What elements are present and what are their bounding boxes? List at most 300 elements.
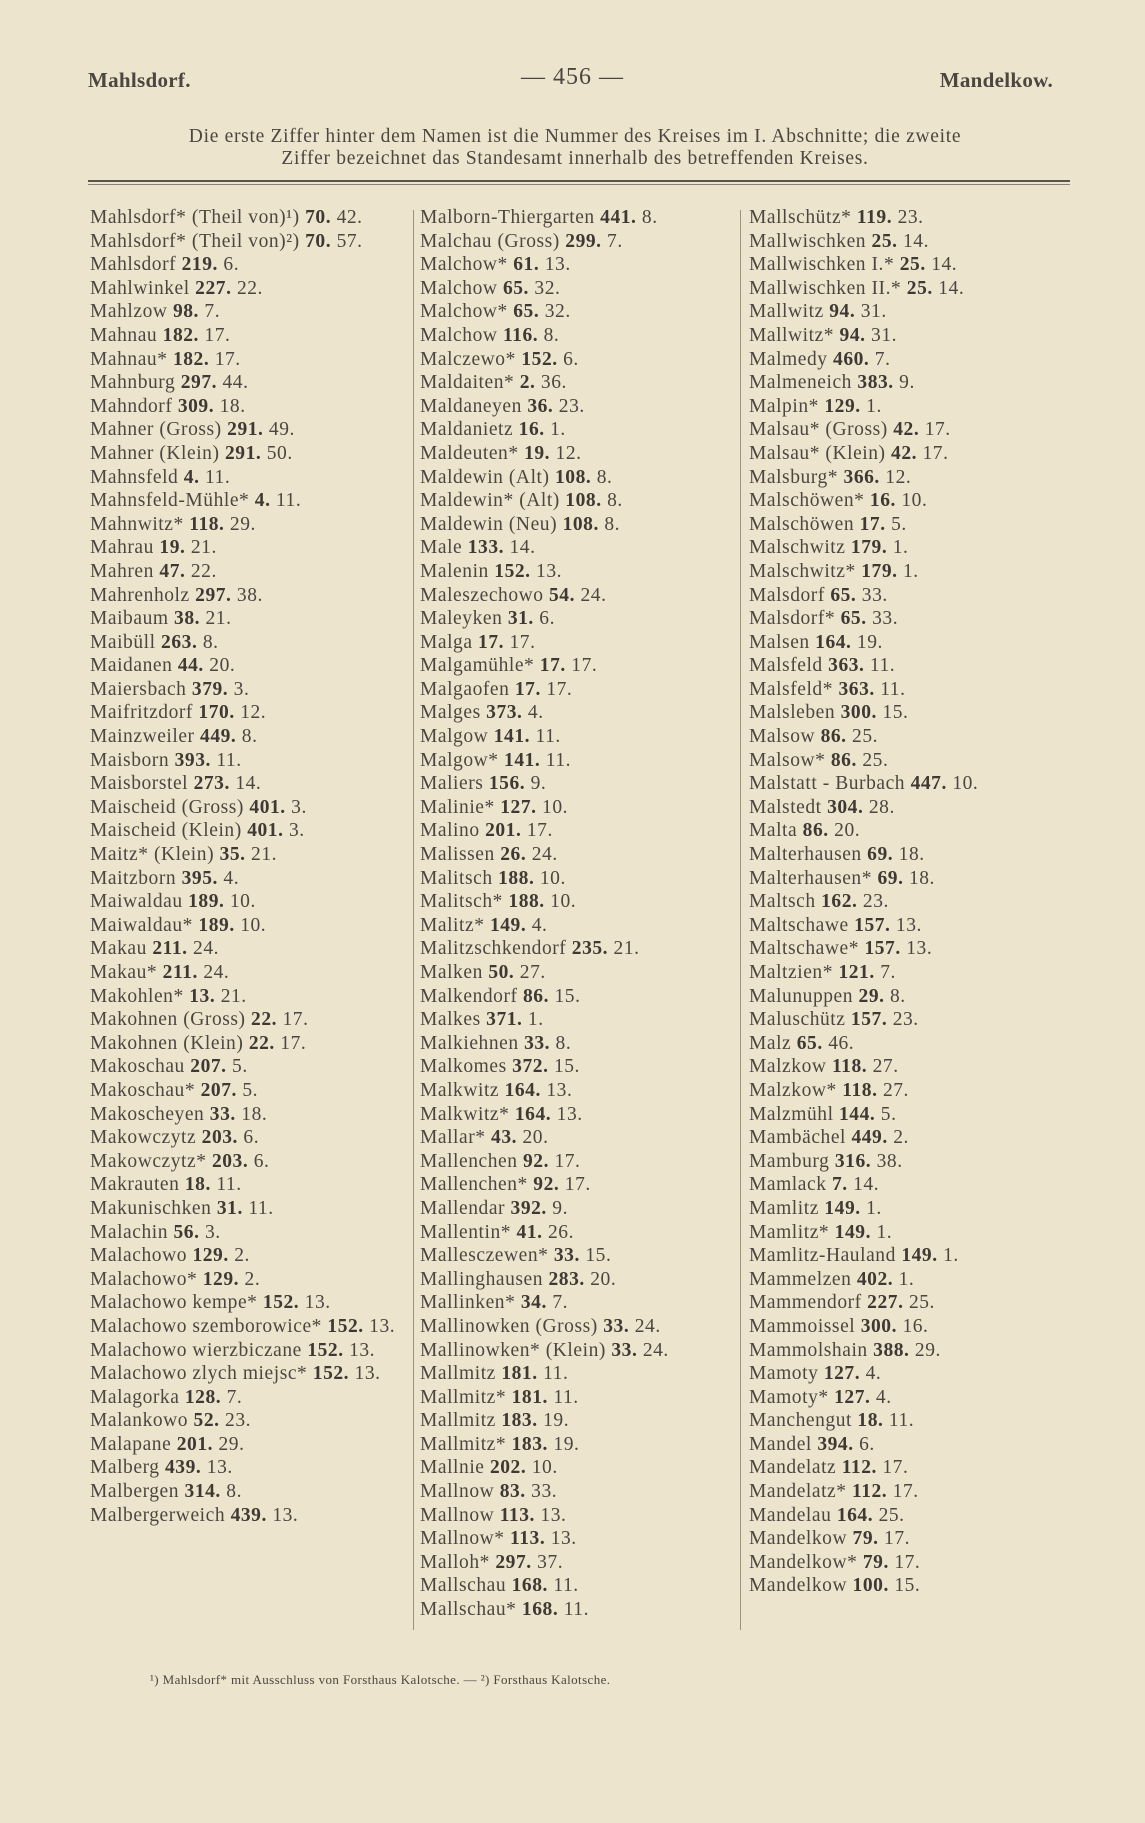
standesamt-number: 13. (540, 1504, 567, 1526)
index-entry (90, 890, 412, 914)
place-name: Mallmitz (420, 1410, 496, 1432)
index-entry (420, 489, 738, 513)
index-entry (749, 772, 1065, 796)
place-name: Malbergen (90, 1481, 180, 1503)
place-name: Maliers (420, 773, 484, 795)
standesamt-number: 14. (902, 230, 930, 252)
place-name: Maltsch (749, 891, 816, 913)
index-entry (90, 536, 412, 560)
index-entry (749, 1221, 1065, 1245)
place-name: Maisborn (90, 749, 170, 771)
place-name: Malsdorf (749, 584, 825, 606)
standesamt-number: 6. (253, 1150, 270, 1172)
kreis-number: 25. (906, 277, 933, 299)
kreis-number: 92. (533, 1174, 560, 1196)
kreis-number: 164. (836, 1504, 874, 1526)
index-column-1 (90, 206, 412, 1527)
standesamt-number: 18. (898, 844, 925, 866)
place-name: Maisborstel (90, 773, 189, 795)
standesamt-number: 21. (220, 985, 247, 1007)
kreis-number: 189. (198, 914, 235, 936)
kreis-number: 299. (565, 230, 602, 252)
place-name: Malchow* (420, 254, 508, 276)
standesamt-number: 13. (206, 1457, 233, 1479)
place-name: Malterhausen* (749, 867, 873, 889)
kreis-number: 164. (504, 1079, 541, 1101)
standesamt-number: 19. (856, 631, 883, 653)
place-name: Malitsch (420, 867, 493, 889)
index-entry (90, 725, 412, 749)
index-entry (749, 1574, 1065, 1598)
standesamt-number: 13. (349, 1339, 376, 1361)
standesamt-number: 7. (204, 301, 221, 323)
index-entry (420, 584, 738, 608)
standesamt-number: 49. (268, 419, 295, 441)
standesamt-number: 6. (243, 1127, 260, 1149)
index-entry (749, 466, 1065, 490)
index-entry (420, 1504, 738, 1528)
place-name: Mallwitz (749, 301, 824, 323)
index-entry (420, 725, 738, 749)
index-entry (420, 796, 738, 820)
standesamt-number: 27. (872, 1056, 899, 1078)
place-name: Malmeneich (749, 372, 852, 394)
standesamt-number: 25. (878, 1504, 905, 1526)
kreis-number: 149. (489, 914, 527, 936)
place-name: Mahrau (90, 537, 154, 559)
standesamt-number: 1. (943, 1245, 959, 1267)
place-name: Malino (420, 820, 480, 842)
place-name: Malgow* (420, 749, 499, 771)
standesamt-number: 15. (585, 1245, 612, 1267)
standesamt-number: 12. (885, 466, 912, 488)
place-name: Mallmitz* (420, 1433, 507, 1455)
standesamt-number: 11. (216, 749, 242, 771)
place-name: Mandelkow* (749, 1551, 858, 1573)
place-name: Malachowo szemborowice* (90, 1315, 322, 1337)
index-entry (420, 442, 738, 466)
index-entry (90, 843, 412, 867)
standesamt-number: 38. (236, 584, 263, 606)
kreis-number: 188. (498, 867, 535, 889)
standesamt-number: 15. (882, 702, 909, 724)
place-name: Malchau (Gross) (420, 230, 560, 252)
place-name: Mahnsfeld-Mühle* (90, 490, 250, 512)
standesamt-number: 23. (225, 1410, 252, 1432)
standesamt-number: 18. (908, 867, 935, 889)
place-name: Malczewo* (420, 348, 516, 370)
kreis-number: 439. (230, 1504, 267, 1526)
place-name: Mahlsdorf (90, 254, 177, 276)
place-name: Maibüll (90, 631, 156, 653)
place-name: Malsfeld* (749, 678, 834, 700)
kreis-number: 179. (850, 537, 888, 559)
kreis-number: 44. (177, 655, 204, 677)
index-entry (420, 1244, 738, 1268)
index-entry (420, 1527, 738, 1551)
kreis-number: 316. (834, 1150, 872, 1172)
index-entry (749, 253, 1065, 277)
place-name: Maleyken (420, 608, 503, 630)
place-name: Mamlack (749, 1174, 827, 1196)
standesamt-number: 29. (218, 1433, 245, 1455)
standesamt-number: 10. (229, 891, 256, 913)
kreis-number: 112. (851, 1481, 888, 1503)
place-name: Maischeid (Klein) (90, 820, 242, 842)
place-name: Makau (90, 938, 147, 960)
kreis-number: 188. (508, 891, 545, 913)
kreis-number: 128. (184, 1386, 222, 1408)
index-entry (420, 1456, 738, 1480)
place-name: Maldewin (Neu) (420, 513, 558, 535)
index-entry (749, 867, 1065, 891)
kreis-number: 65. (840, 608, 867, 630)
place-name: Mallwitz* (749, 324, 835, 346)
index-entry (749, 678, 1065, 702)
place-name: Mammelzen (749, 1268, 852, 1290)
place-name: Malbergerweich (90, 1504, 226, 1526)
place-name: Mallnow (420, 1481, 495, 1503)
kreis-number: 92. (522, 1150, 550, 1172)
index-entry (749, 1032, 1065, 1056)
index-entry (749, 961, 1065, 985)
index-entry (749, 1103, 1065, 1127)
place-name: Malkes (420, 1009, 481, 1031)
place-name: Mallschütz* (749, 207, 852, 228)
place-name: Maiwaldau* (90, 914, 193, 936)
kreis-number: 149. (824, 1197, 861, 1219)
kreis-number: 366. (843, 466, 880, 488)
standesamt-number: 22. (190, 560, 217, 582)
standesamt-number: 17. (922, 442, 949, 464)
standesamt-number: 6. (223, 254, 240, 276)
standesamt-number: 21. (251, 844, 278, 866)
kreis-number: 34. (520, 1292, 547, 1314)
kreis-number: 127. (823, 1363, 861, 1385)
place-name: Malagorka (90, 1386, 180, 1408)
place-name: Malborn-Thiergarten (420, 207, 595, 228)
index-entry (749, 206, 1065, 230)
index-entry (420, 1291, 738, 1315)
index-entry (749, 1291, 1065, 1315)
standesamt-number: 10. (952, 773, 979, 795)
standesamt-number: 12. (240, 702, 267, 724)
kreis-number: 162. (821, 891, 858, 913)
kreis-number: 65. (513, 301, 540, 323)
kreis-number: 33. (553, 1245, 580, 1267)
kreis-number: 170. (198, 702, 235, 724)
place-name: Malzkow* (749, 1079, 837, 1101)
index-entry (90, 1126, 412, 1150)
standesamt-number: 23. (892, 1009, 919, 1031)
index-entry (749, 937, 1065, 961)
standesamt-number: 8. (202, 631, 219, 653)
kreis-number: 42. (891, 442, 918, 464)
place-name: Malgow (420, 726, 489, 748)
kreis-number: 449. (200, 726, 237, 748)
standesamt-number: 32. (544, 301, 571, 323)
kreis-number: 52. (193, 1410, 220, 1432)
place-name: Makoschau* (90, 1079, 196, 1101)
index-entry (749, 418, 1065, 442)
place-name: Malitzschkendorf (420, 938, 567, 960)
standesamt-number: 13. (354, 1363, 381, 1385)
kreis-number: 129. (824, 395, 861, 417)
place-name: Mallwischken I.* (749, 254, 895, 276)
standesamt-number: 2. (244, 1268, 261, 1290)
standesamt-number: 3. (288, 820, 305, 842)
index-entry (420, 348, 738, 372)
standesamt-number: 5. (891, 513, 907, 535)
index-entry (90, 277, 412, 301)
kreis-number: 156. (488, 773, 526, 795)
standesamt-number: 4. (527, 702, 544, 724)
kreis-number: 383. (857, 372, 894, 394)
place-name: Malsfeld (749, 655, 823, 677)
kreis-number: 297. (495, 1551, 532, 1573)
place-name: Maifritzdorf (90, 702, 193, 724)
place-name: Mahlzow (90, 301, 168, 323)
place-name: Makoschau (90, 1056, 185, 1078)
index-entry (420, 1268, 738, 1292)
index-entry (420, 418, 738, 442)
index-entry (90, 1504, 412, 1528)
standesamt-number: 10. (542, 796, 569, 818)
standesamt-number: 9. (530, 773, 547, 795)
place-name: Malsow* (749, 749, 826, 771)
place-name: Malta (749, 820, 798, 842)
standesamt-number: 6. (563, 348, 579, 370)
standesamt-number: 5. (242, 1079, 259, 1101)
kreis-number: 16. (869, 490, 896, 512)
kreis-number: 379. (191, 678, 229, 700)
kreis-number: 17. (514, 678, 541, 700)
kreis-number: 118. (842, 1079, 878, 1101)
place-name: Makohnen (Gross) (90, 1009, 246, 1031)
kreis-number: 108. (554, 466, 592, 488)
index-entry (420, 985, 738, 1009)
index-entry (420, 1480, 738, 1504)
place-name: Mamburg (749, 1150, 830, 1172)
place-name: Malenin (420, 560, 489, 582)
standesamt-number: 11. (248, 1197, 274, 1219)
index-entry (420, 466, 738, 490)
standesamt-number: 17. (882, 1457, 909, 1479)
page-number: — 456 — (521, 64, 624, 90)
place-name: Maldewin* (Alt) (420, 490, 560, 512)
kreis-number: 441. (600, 207, 637, 228)
index-entry (90, 654, 412, 678)
standesamt-number: 17. (282, 1009, 309, 1031)
place-name: Mallenchen (420, 1150, 518, 1172)
standesamt-number: 13. (369, 1315, 396, 1337)
index-entry (90, 1291, 412, 1315)
index-entry (90, 324, 412, 348)
standesamt-number: 14. (931, 254, 958, 276)
kreis-number: 70. (305, 207, 332, 228)
standesamt-number: 10. (240, 914, 267, 936)
standesamt-number: 8. (543, 324, 560, 346)
standesamt-number: 6. (539, 608, 556, 630)
place-name: Malz (749, 1032, 792, 1054)
standesamt-number: 13. (304, 1292, 331, 1314)
index-entry (420, 749, 738, 773)
place-name: Mallar* (420, 1127, 486, 1149)
standesamt-number: 21. (205, 608, 232, 630)
index-entry (90, 819, 412, 843)
index-entry (90, 348, 412, 372)
kreis-number: 16. (518, 419, 545, 441)
kreis-number: 157. (854, 914, 891, 936)
kreis-number: 152. (312, 1363, 350, 1385)
place-name: Mandelkow (749, 1575, 848, 1597)
standesamt-number: 42. (336, 207, 363, 228)
index-entry (90, 1315, 412, 1339)
place-name: Mallinowken* (Klein) (420, 1339, 606, 1361)
index-entry (90, 418, 412, 442)
place-name: Malsow (749, 726, 816, 748)
place-name: Makowczytz (90, 1127, 197, 1149)
standesamt-number: 11. (204, 466, 231, 488)
kreis-number: 203. (201, 1127, 238, 1149)
index-entry (90, 985, 412, 1009)
place-name: Mahnwitz* (90, 513, 184, 535)
running-head-left: Mahlsdorf. (88, 68, 191, 92)
standesamt-number: 32. (534, 277, 561, 299)
place-name: Mallschau (420, 1575, 507, 1597)
index-entry (420, 324, 738, 348)
place-name: Maldanietz (420, 419, 514, 441)
kreis-number: 152. (494, 560, 531, 582)
index-entry (420, 890, 738, 914)
place-name: Mambächel (749, 1127, 846, 1149)
place-name: Malachowo zlych miejsc* (90, 1363, 308, 1385)
standesamt-number: 25. (852, 726, 879, 748)
index-entry (749, 277, 1065, 301)
index-entry (420, 937, 738, 961)
index-entry (749, 1008, 1065, 1032)
kreis-number: 38. (174, 608, 201, 630)
kreis-number: 141. (493, 726, 531, 748)
standesamt-number: 24. (634, 1315, 661, 1337)
index-entry (90, 300, 412, 324)
standesamt-number: 11. (545, 749, 572, 771)
header-rule (88, 180, 1070, 182)
index-entry (749, 584, 1065, 608)
kreis-number: 35. (219, 844, 246, 866)
kreis-number: 25. (871, 230, 898, 252)
index-entry (90, 1079, 412, 1103)
kreis-number: 113. (510, 1528, 546, 1550)
standesamt-number: 8. (555, 1032, 572, 1054)
index-entry (749, 725, 1065, 749)
index-entry (420, 230, 738, 254)
kreis-number: 19. (524, 442, 551, 464)
kreis-number: 19. (159, 537, 186, 559)
kreis-number: 94. (829, 301, 856, 323)
index-entry (749, 1456, 1065, 1480)
standesamt-number: 17. (526, 820, 553, 842)
index-entry (90, 772, 412, 796)
standesamt-number: 33. (861, 584, 888, 606)
kreis-number: 29. (858, 985, 885, 1007)
standesamt-number: 17. (214, 348, 241, 370)
place-name: Mallnie (420, 1457, 485, 1479)
standesamt-number: 44. (222, 372, 249, 394)
index-entry (749, 442, 1065, 466)
kreis-number: 157. (850, 1009, 888, 1031)
standesamt-number: 20. (834, 820, 861, 842)
standesamt-number: 17. (892, 1481, 919, 1503)
index-entry (420, 678, 738, 702)
standesamt-number: 8. (604, 513, 621, 535)
place-name: Malachowo kempe* (90, 1292, 258, 1314)
place-name: Makoscheyen (90, 1103, 205, 1125)
index-entry (420, 277, 738, 301)
kreis-number: 393. (174, 749, 211, 771)
index-entry (749, 536, 1065, 560)
kreis-number: 297. (195, 584, 232, 606)
index-entry (90, 1103, 412, 1127)
place-name: Mallinghausen (420, 1268, 544, 1290)
kreis-number: 86. (830, 749, 857, 771)
header-rule-thin (88, 184, 1070, 185)
standesamt-number: 21. (190, 537, 217, 559)
index-entry (90, 513, 412, 537)
kreis-number: 31. (507, 608, 534, 630)
standesamt-number: 17. (924, 419, 951, 441)
kreis-number: 18. (184, 1174, 211, 1196)
place-name: Malterhausen (749, 844, 862, 866)
kreis-number: 4. (183, 466, 200, 488)
place-name: Maldaneyen (420, 395, 522, 417)
kreis-number: 141. (504, 749, 541, 771)
kreis-number: 164. (815, 631, 852, 653)
kreis-number: 17. (859, 513, 886, 535)
kreis-number: 129. (192, 1245, 229, 1267)
kreis-number: 79. (862, 1551, 889, 1573)
kreis-number: 112. (841, 1457, 877, 1479)
index-entry (90, 489, 412, 513)
standesamt-number: 11. (553, 1386, 579, 1408)
place-name: Mallenchen* (420, 1174, 528, 1196)
index-entry (420, 1551, 738, 1575)
place-name: Malkiehnen (420, 1032, 519, 1054)
place-name: Mandelkow (749, 1528, 848, 1550)
standesamt-number: 13. (272, 1504, 299, 1526)
standesamt-number: 46. (828, 1032, 855, 1054)
kreis-number: 363. (828, 655, 865, 677)
kreis-number: 401. (247, 820, 284, 842)
index-entry (749, 1362, 1065, 1386)
index-entry (749, 890, 1065, 914)
index-entry (749, 1126, 1065, 1150)
index-entry (749, 489, 1065, 513)
place-name: Mandelatz (749, 1457, 837, 1479)
index-entry (90, 1480, 412, 1504)
index-entry (420, 631, 738, 655)
standesamt-number: 5. (232, 1056, 248, 1078)
standesamt-number: 13. (556, 1103, 583, 1125)
index-entry (420, 1126, 738, 1150)
standesamt-number: 23. (897, 207, 924, 228)
standesamt-number: 29. (229, 513, 256, 535)
index-entry (90, 1268, 412, 1292)
index-entry (749, 560, 1065, 584)
kreis-number: 439. (165, 1457, 202, 1479)
standesamt-number: 24. (580, 584, 607, 606)
place-name: Mammendorf (749, 1292, 862, 1314)
